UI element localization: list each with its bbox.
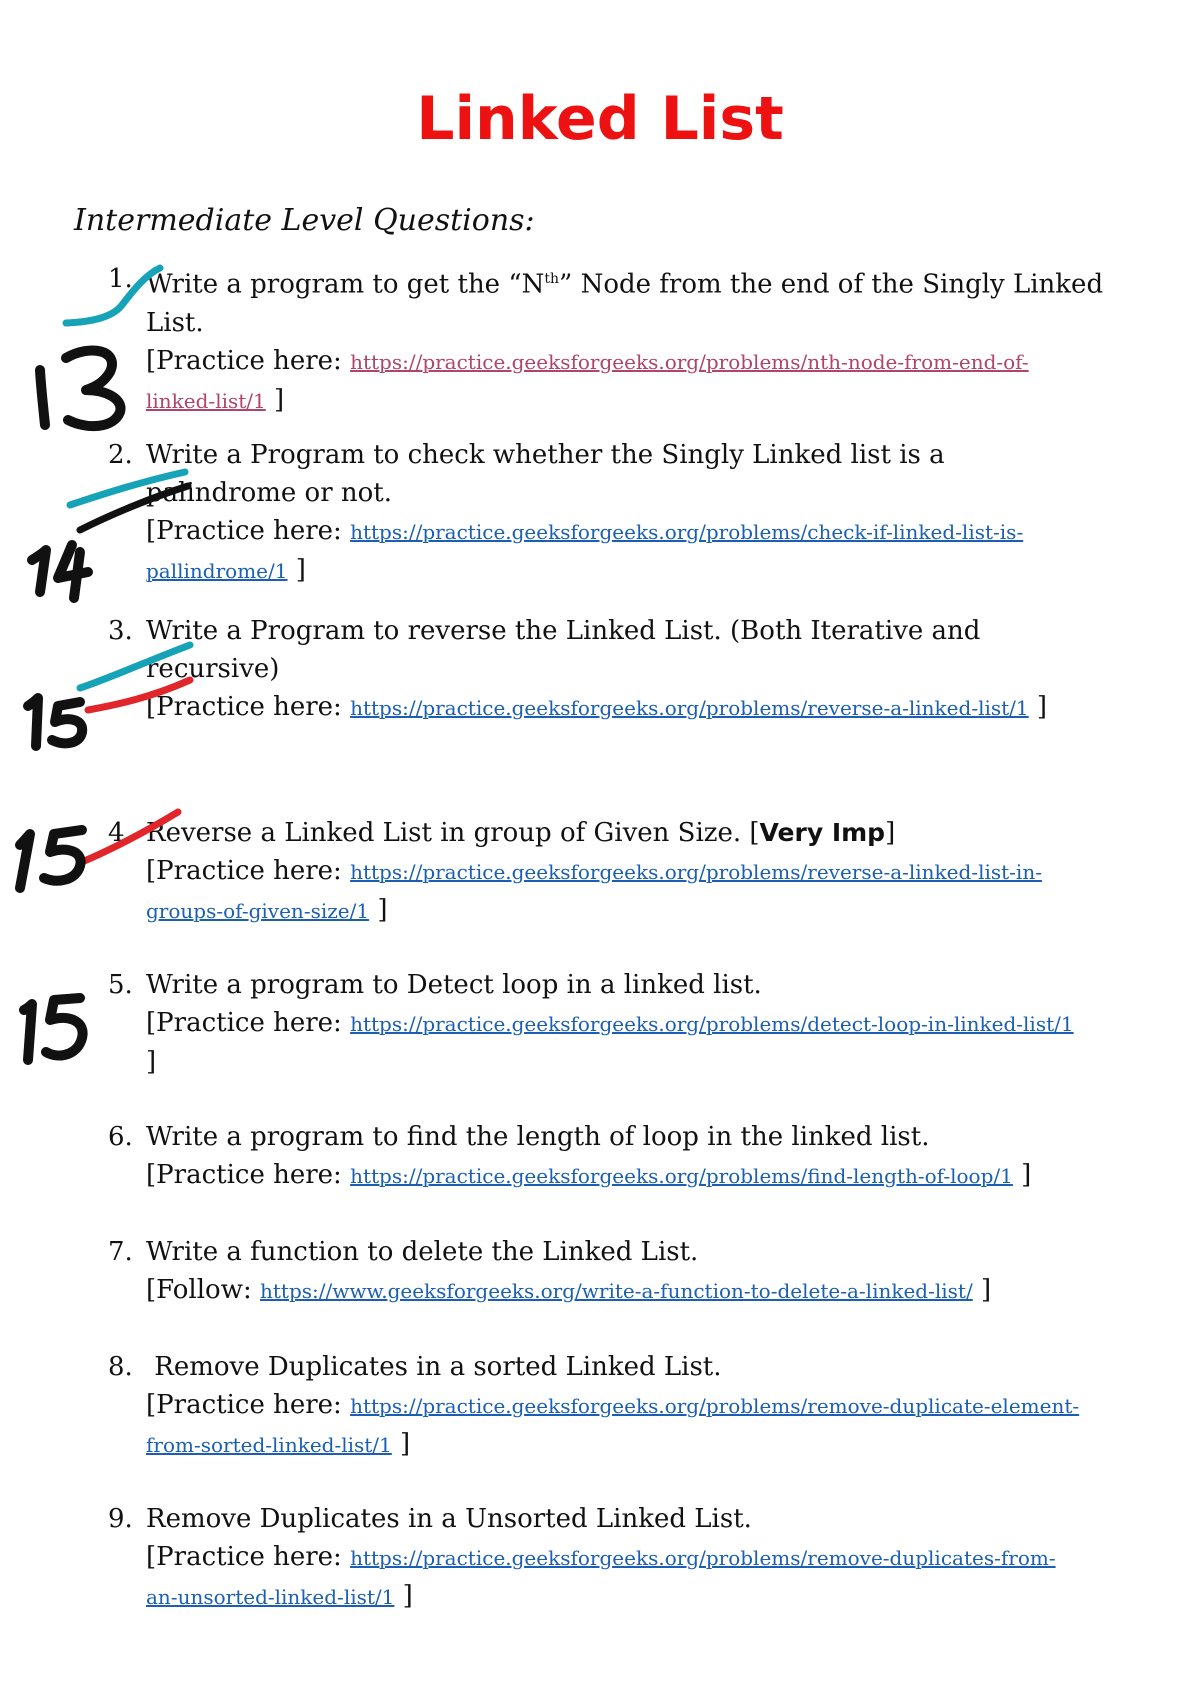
practice-line-continued xyxy=(146,551,1146,590)
handwritten-number-15 xyxy=(28,698,82,746)
practice-line xyxy=(146,1538,1146,1577)
follow-link[interactable]: https://www.geeksforgeeks.org/write-a-function-to-delete-a-linked-list/ xyxy=(259,1279,973,1303)
practice-line-continued xyxy=(146,1577,1146,1616)
closing-bracket: ] xyxy=(394,1581,413,1611)
question-body xyxy=(146,1233,1146,1310)
handwritten-number-15 xyxy=(24,998,83,1060)
superscript: th xyxy=(544,271,560,287)
practice-line xyxy=(146,1004,1146,1043)
practice-line-continued xyxy=(146,381,1146,420)
importance-tag: Very Imp xyxy=(759,818,886,847)
closing-bracket: ] xyxy=(391,1429,411,1459)
question-text: Write a function to delete the Linked List. xyxy=(146,1237,699,1267)
question-body xyxy=(146,612,1146,727)
question-body xyxy=(146,260,1146,420)
page-title: Linked List xyxy=(416,84,784,154)
question-number: 1. xyxy=(108,264,133,294)
handwritten-number-15 xyxy=(20,830,82,888)
question-text-part: ] xyxy=(885,818,896,848)
practice-link[interactable]: https://practice.geeksforgeeks.org/problems/check-if-linked-list-is- xyxy=(350,520,1024,544)
question-text xyxy=(146,814,1146,852)
question-text-continued: List. xyxy=(146,307,204,338)
question-body xyxy=(146,1500,1146,1616)
question-number: 5. xyxy=(108,970,133,1000)
section-subtitle: Intermediate Level Questions: xyxy=(74,203,535,238)
question-text: Remove Duplicates in a Unsorted Linked List. xyxy=(146,1504,752,1534)
question-body xyxy=(146,1118,1146,1195)
question-text-part: Write a program to get the “N xyxy=(146,269,545,300)
practice-prefix: [Practice here: xyxy=(146,856,351,886)
question-number: 2. xyxy=(108,440,133,470)
practice-link[interactable]: https://practice.geeksforgeeks.org/problems/reverse-a-linked-list/1 xyxy=(350,696,1029,720)
practice-line xyxy=(146,1271,1146,1310)
practice-line-continued xyxy=(146,891,1146,930)
question-number: 8. xyxy=(108,1352,133,1382)
practice-link[interactable]: https://practice.geeksforgeeks.org/problems/reverse-a-linked-list-in- xyxy=(350,860,1042,884)
practice-prefix: [Practice here: xyxy=(146,692,351,722)
practice-link-continued[interactable]: pallindrome/1 xyxy=(146,559,288,583)
closing-bracket: ] xyxy=(1028,692,1048,722)
question-text-continued: palindrome or not. xyxy=(146,478,393,508)
follow-prefix: [Follow: xyxy=(146,1275,260,1305)
closing-bracket: ] xyxy=(1012,1160,1032,1190)
practice-prefix: [Practice here: xyxy=(146,1542,351,1572)
question-body xyxy=(146,1348,1146,1464)
closing-bracket: ] xyxy=(972,1275,992,1305)
practice-link[interactable]: https://practice.geeksforgeeks.org/problems/remove-duplicates-from- xyxy=(350,1546,1056,1570)
practice-line xyxy=(146,512,1146,551)
question-text: Remove Duplicates in a sorted Linked List. xyxy=(146,1352,722,1382)
question-body xyxy=(146,814,1146,930)
question-text-part: ” Node from the end of the Singly Linked xyxy=(559,269,1104,300)
practice-line xyxy=(146,1156,1146,1195)
practice-prefix: [Practice here: xyxy=(146,1008,351,1038)
question-number: 3. xyxy=(108,616,133,646)
practice-link[interactable]: https://practice.geeksforgeeks.org/problems/nth-node-from-end-of- xyxy=(350,349,1029,374)
practice-link-continued[interactable]: an-unsorted-linked-list/1 xyxy=(146,1585,395,1609)
question-body xyxy=(146,436,1146,590)
closing-bracket: ] xyxy=(287,555,306,585)
practice-prefix: [Practice here: xyxy=(146,345,351,376)
handwritten-number-14 xyxy=(32,545,88,598)
practice-link[interactable]: https://practice.geeksforgeeks.org/problems/remove-duplicate-element- xyxy=(350,1394,1080,1418)
closing-bracket: ] xyxy=(146,1047,157,1077)
practice-line xyxy=(146,1386,1146,1425)
question-text xyxy=(146,260,1146,304)
practice-link[interactable]: https://practice.geeksforgeeks.org/problems/find-length-of-loop/1 xyxy=(350,1164,1013,1188)
question-number: 7. xyxy=(108,1237,133,1267)
question-text-part: Reverse a Linked List in group of Given Size. [ xyxy=(146,818,760,848)
question-text: Write a program to Detect loop in a linked list. xyxy=(146,970,762,1000)
practice-prefix: [Practice here: xyxy=(146,1390,351,1420)
practice-line xyxy=(146,852,1146,891)
practice-link-continued[interactable]: linked-list/1 xyxy=(146,388,266,413)
question-number: 9. xyxy=(108,1504,133,1534)
practice-line xyxy=(146,688,1146,727)
question-number: 4. xyxy=(108,818,133,848)
practice-link[interactable]: https://practice.geeksforgeeks.org/problems/detect-loop-in-linked-list/1 xyxy=(350,1012,1074,1036)
question-text: Write a Program to reverse the Linked List. (Both Iterative and xyxy=(146,616,981,646)
practice-prefix: [Practice here: xyxy=(146,1160,351,1190)
question-text: Write a Program to check whether the Singly Linked list is a xyxy=(146,440,945,470)
handwritten-number-13 xyxy=(40,350,121,426)
question-body xyxy=(146,966,1146,1081)
closing-bracket: ] xyxy=(265,384,285,415)
question-number: 6. xyxy=(108,1122,133,1152)
practice-link-continued[interactable]: groups-of-given-size/1 xyxy=(146,899,370,923)
practice-prefix: [Practice here: xyxy=(146,516,351,546)
question-text: Write a program to find the length of loop in the linked list. xyxy=(146,1122,930,1152)
practice-line-continued xyxy=(146,1425,1146,1464)
practice-link-continued[interactable]: from-sorted-linked-list/1 xyxy=(146,1433,392,1457)
question-text-continued: recursive) xyxy=(146,654,280,684)
practice-line xyxy=(146,342,1146,381)
closing-bracket: ] xyxy=(369,895,388,925)
